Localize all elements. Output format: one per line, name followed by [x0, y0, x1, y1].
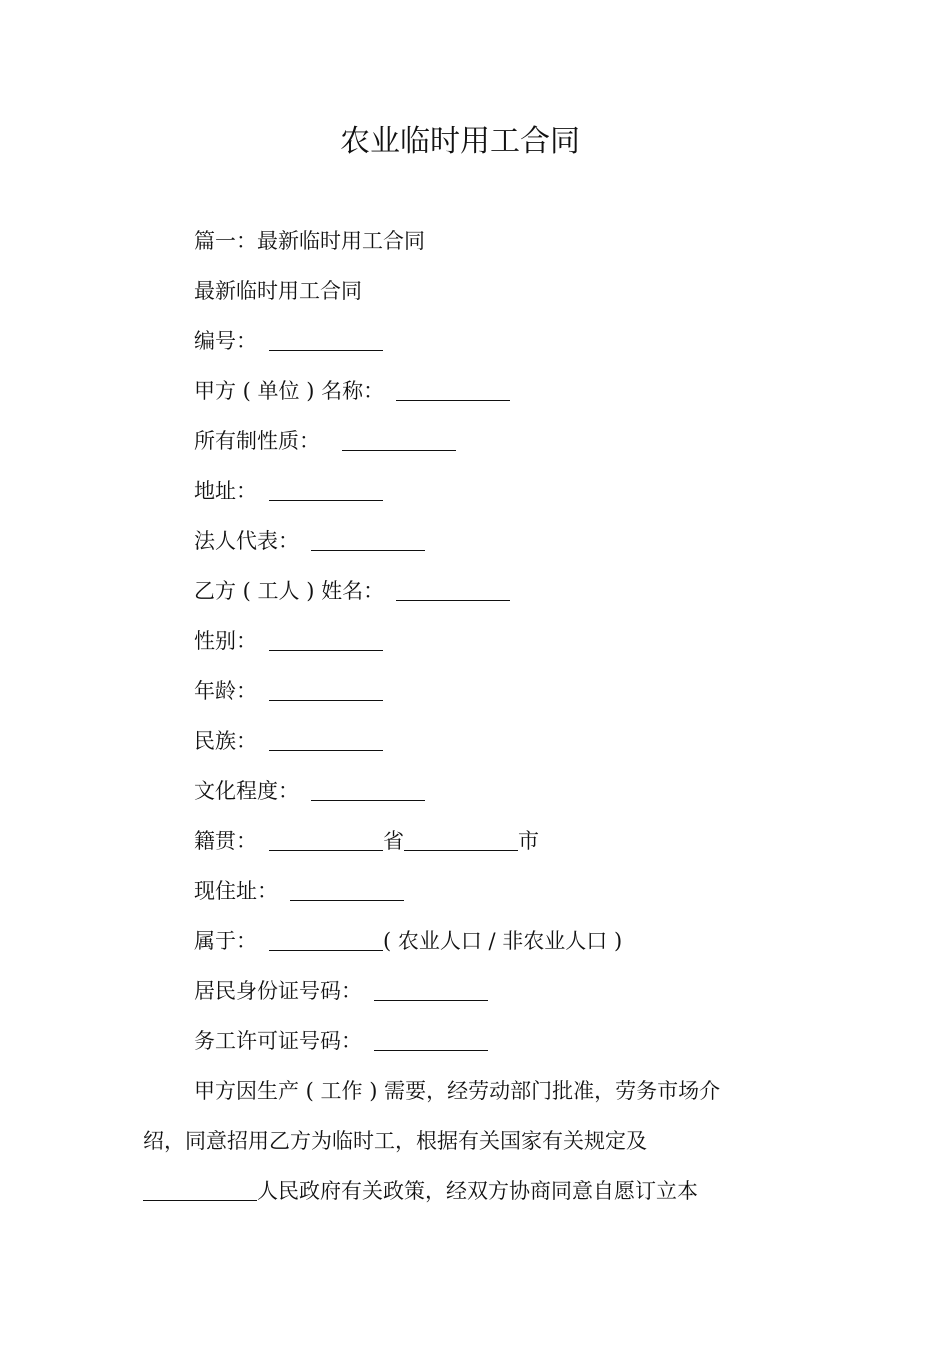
field-label: 地址：	[194, 479, 257, 503]
fill-in-blank	[269, 680, 383, 701]
fill-in-blank	[269, 480, 383, 501]
field-party-b-name	[194, 576, 510, 606]
fill-in-blank	[269, 830, 383, 851]
field-label: 年龄：	[194, 679, 257, 703]
field-label: 性别：	[194, 629, 257, 653]
field-label: 居民身份证号码：	[194, 979, 362, 1003]
paragraph-line-2: 绍，同意招用乙方为临时工，根据有关国家有关规定及	[143, 1129, 647, 1153]
field-label: 所有制性质：	[194, 429, 320, 453]
field-id-card-number	[194, 976, 488, 1006]
fill-in-blank	[396, 580, 510, 601]
paragraph-line-3-text: 人民政府有关政策，经双方协商同意自愿订立本	[257, 1179, 698, 1203]
field-label: 乙方 ( 工人 ) 姓名：	[194, 579, 385, 603]
field-ethnicity	[194, 726, 383, 756]
fill-in-blank	[374, 980, 488, 1001]
field-label: 务工许可证号码：	[194, 1029, 362, 1053]
fill-in-blank	[269, 930, 383, 951]
paragraph-line-1: 甲方因生产 ( 工作 ) 需要，经劳动部门批准，劳务市场介	[194, 1079, 721, 1103]
field-native-place	[194, 826, 539, 856]
fill-in-blank	[404, 830, 518, 851]
fill-in-blank	[396, 380, 510, 401]
field-work-permit-number	[194, 1026, 488, 1056]
fill-in-blank	[143, 1180, 257, 1201]
fill-in-blank	[311, 530, 425, 551]
field-education-level	[194, 776, 425, 806]
fill-in-blank	[290, 880, 404, 901]
field-label: 现住址：	[194, 879, 278, 903]
fill-in-blank	[269, 730, 383, 751]
section-heading: 篇一：最新临时用工合同	[194, 229, 425, 253]
field-legal-representative	[194, 526, 425, 556]
province-label: 省	[383, 829, 404, 853]
field-ownership-type	[194, 426, 456, 456]
field-label: 民族：	[194, 729, 257, 753]
fill-in-blank	[269, 330, 383, 351]
field-age	[194, 676, 383, 706]
document-title: 农业临时用工合同	[340, 124, 580, 159]
field-label: 编号：	[194, 329, 257, 353]
household-type-options: ( 农业人口 / 非农业人口 )	[383, 929, 623, 953]
field-label: 甲方 ( 单位 ) 名称：	[194, 379, 385, 403]
contract-subtitle: 最新临时用工合同	[194, 279, 362, 303]
field-label: 籍贯：	[194, 829, 257, 853]
field-address	[194, 476, 383, 506]
city-label: 市	[518, 829, 539, 853]
fill-in-blank	[374, 1030, 488, 1051]
fill-in-blank	[342, 430, 456, 451]
field-label: 法人代表：	[194, 529, 299, 553]
field-household-type	[194, 926, 622, 956]
fill-in-blank	[311, 780, 425, 801]
field-label: 属于：	[194, 929, 257, 953]
paragraph-line-3	[143, 1176, 698, 1206]
field-gender	[194, 626, 383, 656]
field-party-a-name	[194, 376, 510, 406]
field-label: 文化程度：	[194, 779, 299, 803]
field-current-address	[194, 876, 404, 906]
field-contract-number	[194, 326, 383, 356]
fill-in-blank	[269, 630, 383, 651]
